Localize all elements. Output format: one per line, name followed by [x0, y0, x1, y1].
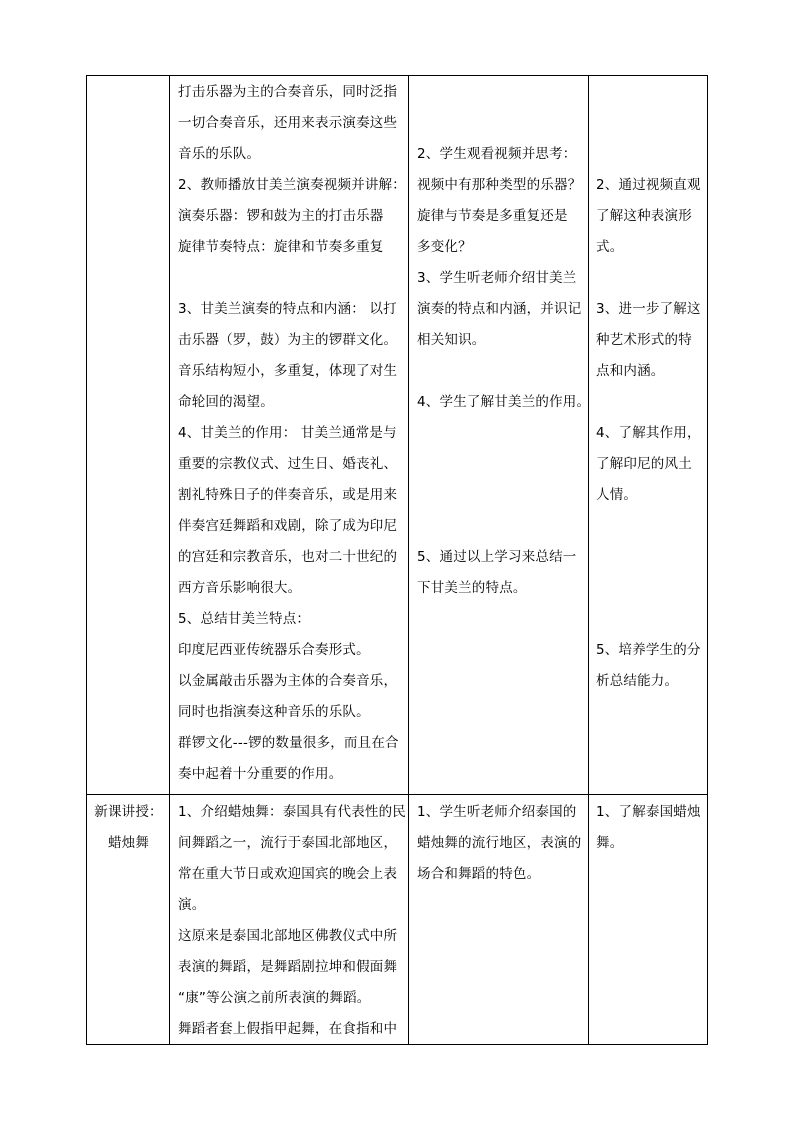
text-line: 蜡烛舞的流行地区，表演的 [417, 835, 582, 851]
student-activity-cell-candle-dance [417, 797, 581, 890]
text-line [417, 449, 590, 480]
text-line: 音乐的乐队。 [178, 146, 261, 162]
text-line: 视频中有那种类型的乐器？ [417, 177, 582, 193]
text-line: 一切合奏音乐，还用来表示演奏这些 [178, 115, 398, 131]
text-line: 间舞蹈之一，流行于泰国北部地区， [178, 835, 398, 851]
text-line: 析总结能力。 [596, 673, 679, 689]
text-line: 5、总结甘美兰特点： [178, 611, 311, 627]
text-line: 舞蹈者套上假指甲起舞，在食指和中 [178, 1021, 398, 1037]
text-line: 音乐结构短小，多重复，体现了对生 [178, 363, 398, 379]
purpose-cell-candle-dance [596, 797, 701, 859]
text-line [178, 263, 406, 294]
text-line: “康”等公演之前所表演的舞蹈。 [178, 990, 371, 1006]
text-line: 1、学生听老师介绍泰国的 [417, 804, 577, 820]
text-line: 相关知识。 [417, 332, 486, 348]
content-cell-gamelan [178, 77, 406, 790]
text-line: 这原来是泰国北部地区佛教仪式中所 [178, 928, 398, 944]
text-line: 同时也指演奏这种音乐的乐队。 [178, 704, 370, 720]
text-line: 点和内涵。 [596, 363, 665, 379]
text-line [596, 573, 701, 604]
text-line: 旋律节奏特点：旋律和节奏多重复 [178, 239, 384, 255]
text-line: 以金属敲击乐器为主体的合奏音乐， [178, 673, 398, 689]
text-line: 4、甘美兰的作用： 甘美兰通常是与 [178, 425, 397, 441]
section-label: 新课讲授： [94, 804, 163, 820]
text-line: 表演的舞蹈，是舞蹈剧拉坤和假面舞 [178, 959, 398, 975]
text-line: 的宫廷和宗教音乐，也对二十世纪的 [178, 549, 398, 565]
text-line: 舞。 [596, 835, 624, 851]
purpose-cell-gamelan [596, 170, 701, 697]
text-line [596, 511, 701, 542]
text-line: 2、学生观看视频并思考： [417, 146, 577, 162]
content-cell-candle-dance [178, 797, 406, 1045]
text-line: 2、通过视频直观 [596, 177, 701, 193]
text-line: 2、教师播放甘美兰演奏视频并讲解： [178, 177, 406, 193]
text-line: 演奏乐器：锣和鼓为主的打击乐器 [178, 208, 384, 224]
text-line: 常在重大节日或欢迎国宾的晚会上表 [178, 866, 398, 882]
text-line: 演奏的特点和内涵，并识记 [417, 301, 582, 317]
text-line [417, 418, 590, 449]
text-line: 印度尼西亚传统器乐合奏形式。 [178, 642, 370, 658]
text-line: 打击乐器为主的合奏音乐，同时泛指 [178, 84, 398, 100]
text-line [596, 604, 701, 635]
text-line: 了解印尼的风土 [596, 456, 692, 472]
text-line: 4、学生了解甘美兰的作用。 [417, 394, 591, 410]
text-line [417, 511, 590, 542]
section-label-cell [87, 797, 170, 859]
text-line [417, 356, 590, 387]
text-line: 击乐器（罗，鼓）为主的锣群文化。 [178, 332, 398, 348]
text-line [596, 263, 701, 294]
text-line: 割礼特殊日子的伴奏音乐，或是用来 [178, 487, 398, 503]
text-line: 种艺术形式的特 [596, 332, 692, 348]
text-line: 伴奏宫廷舞蹈和戏剧，除了成为印尼 [178, 518, 398, 534]
text-line: 演。 [178, 897, 206, 913]
lesson-plan-table [86, 75, 708, 1045]
text-line [417, 480, 590, 511]
text-line: 命轮回的渴望。 [178, 394, 274, 410]
text-line: 重要的宗教仪式、过生日、婚丧礼、 [178, 456, 398, 472]
row-divider [87, 794, 707, 795]
text-line: 1、了解泰国蜡烛 [596, 804, 701, 820]
text-line: 3、甘美兰演奏的特点和内涵： 以打 [178, 301, 397, 317]
text-line: 奏中起着十分重要的作用。 [178, 766, 343, 782]
text-line: 多变化？ [417, 239, 472, 255]
text-line: 人情。 [596, 487, 638, 503]
text-line: 了解这种表演形 [596, 208, 692, 224]
text-line: 4、了解其作用， [596, 425, 701, 441]
text-line: 西方音乐影响很大。 [178, 580, 302, 596]
text-line: 群锣文化---锣的数量很多，而且在合 [178, 735, 399, 751]
text-line: 1、介绍蜡烛舞：泰国具有代表性的民 [178, 804, 406, 820]
text-line: 5、通过以上学习来总结一 [417, 549, 577, 565]
text-line: 下甘美兰的特点。 [417, 580, 527, 596]
text-line: 式。 [596, 239, 624, 255]
text-line [596, 542, 701, 573]
text-line: 旋律与节奏是多重复还是 [417, 208, 568, 224]
text-line: 场合和舞蹈的特色。 [417, 866, 541, 882]
text-line: 5、培养学生的分 [596, 642, 701, 658]
student-activity-cell-gamelan [417, 139, 590, 604]
text-line [596, 387, 701, 418]
text-line: 3、进一步了解这 [596, 301, 701, 317]
text-line: 3、学生听老师介绍甘美兰 [417, 270, 577, 286]
section-label: 蜡烛舞 [107, 835, 150, 851]
